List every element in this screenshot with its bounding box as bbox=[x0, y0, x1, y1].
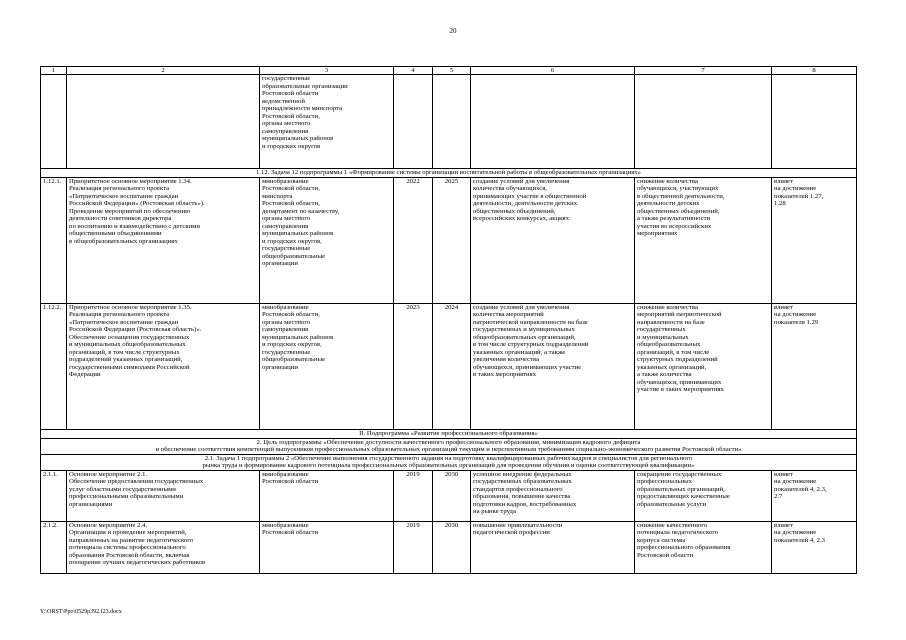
executor-cell: минобразование Ростовской области bbox=[260, 521, 394, 573]
measure-name: Основное мероприятие 2.1. Обеспечение предоставления государственных услуг областными государственными профессиональными образовательными организациями bbox=[67, 470, 260, 521]
start-year: 2022 bbox=[394, 177, 433, 303]
column-header: 2 bbox=[67, 67, 260, 75]
indicator-link: влияет на достижение показателей 1.27, 1.28 bbox=[772, 177, 857, 303]
column-header-row bbox=[41, 67, 857, 75]
non-implementation-consequences: снижение количества обучающихся, участвующих в общественной деятельности, деятельности детских общественных объединений, а также результативности участия во всероссийских мероприятиях bbox=[635, 177, 772, 303]
section-row bbox=[41, 454, 857, 470]
indicator-link: влияет на достижение показателя 1.29 bbox=[772, 303, 857, 429]
row-number: 1.12.1. bbox=[41, 177, 67, 303]
measure-name: Приоритетное основное мероприятие 1.35. Реализация регионального проекта «Патриотическое воспитание граждан Российской Федерации (Ростовская область)». Обеспечение оснащения государственных и муниципальных общеобразовательных организаций, в том числе структурных подразделений указанных организаций, государственными символами Российской Федерации bbox=[67, 303, 260, 429]
measure-name: Приоритетное основное мероприятие 1.34. Реализация регионального проекта «Патриотическое воспитание граждан Российской Федерации» (Ростовская область»). Проведение мероприятий по обеспечению деятельности советников директора по воспитанию и взаимодействию с детскими общественными объединениями в общеобразовательных организациях bbox=[67, 177, 260, 303]
indicator-link: влияет на достижение показателей 4, 2.3, 2.7 bbox=[772, 470, 857, 521]
expected-result: успешное внедрение федеральных государственных образовательных стандартов профессионального образования, повышение качества подготовки кадров, востребованных на рынке труда bbox=[471, 470, 635, 521]
column-header: 4 bbox=[394, 67, 433, 75]
end-year: 2025 bbox=[433, 177, 471, 303]
task-heading: 1.12. Задача 12 подпрограммы 1 «Формирование системы организации воспитательной работы в общеобразовательных организациях» bbox=[41, 169, 857, 178]
page-number: 20 bbox=[449, 27, 457, 35]
program-table bbox=[40, 66, 856, 574]
table-row bbox=[41, 303, 857, 429]
table-row bbox=[41, 470, 857, 521]
column-header: 3 bbox=[260, 67, 394, 75]
column-header: 6 bbox=[471, 67, 635, 75]
measure-name: Основное мероприятие 2.4. Организация и проведение мероприятий, направленных на развитие педагогического потенциала системы профессионального образования Ростовской области, включая поощрение лучших педагогических работников bbox=[67, 521, 260, 573]
non-implementation-consequences: сокращение государственных профессиональных образовательных организаций, предоставляющих качественные образовательные услуги bbox=[635, 470, 772, 521]
end-year: 2030 bbox=[433, 470, 471, 521]
end-year: 2030 bbox=[433, 521, 471, 573]
goal-heading: 2. Цель подпрограммы «Обеспечение доступности качественного профессионального образования, минимизация кадрового дефицита и обеспечение соответствия компетенций выпускников профессиональных образовательных организаций текущим и перспективным требованиям социально-экономического развития Ростовской области» bbox=[41, 438, 857, 454]
section-row bbox=[41, 429, 857, 438]
end-year: 2024 bbox=[433, 303, 471, 429]
table-row bbox=[41, 177, 857, 303]
executor-cell: минобразование Ростовской области bbox=[260, 470, 394, 521]
column-header: 8 bbox=[772, 67, 857, 75]
table-row bbox=[41, 75, 857, 169]
row-number: 1.12.2. bbox=[41, 303, 67, 429]
file-path-footer: Y:\ORST\Ppo\0529p392.f23.docx bbox=[40, 609, 122, 615]
table-row bbox=[41, 521, 857, 573]
indicator-link: влияет на достижение показателей 4, 2.3 bbox=[772, 521, 857, 573]
section-row bbox=[41, 169, 857, 178]
executor-cell: минобразование Ростовской области, минспорта Ростовской области, департамент по казачеству, органы местного самоуправления муниципальных районов и городских округов, государственные общеобразовательные организации bbox=[260, 177, 394, 303]
executor-cell: государственные образовательные организации Ростовской области ведомственной принадлежности минспорта Ростовской области, органы местного самоуправления муниципальных районов и городских округов bbox=[260, 75, 394, 169]
column-header: 7 bbox=[635, 67, 772, 75]
start-year: 2023 bbox=[394, 303, 433, 429]
row-number: 2.1.2. bbox=[41, 521, 67, 573]
subprogram-heading: II. Подпрограмма «Развитие профессионального образования» bbox=[41, 429, 857, 438]
non-implementation-consequences: снижение количества мероприятий патриотической направленности на базе государственных и муниципальных общеобразовательных организаций, в том числе структурных подразделений указанных организаций, а также количества обучающихся, принимающих участие в таких мероприятиях bbox=[635, 303, 772, 429]
executor-cell: минобразование Ростовской области, органы местного самоуправления муниципальных районов и городских округов, государственные общеобразовательные организации bbox=[260, 303, 394, 429]
section-row bbox=[41, 438, 857, 454]
column-header: 5 bbox=[433, 67, 471, 75]
expected-result: создание условий для увеличения количества мероприятий патриотической направленности на базе государственных и муниципальных общеобразовательных организаций, в том числе структурных подразделений указанных организаций, а также увеличения количества обучающихся, принимающих участие в таких мероприятиях bbox=[471, 303, 635, 429]
non-implementation-consequences: снижение качественного потенциала педагогического корпуса системы профессионального образования Ростовской области bbox=[635, 521, 772, 573]
expected-result: создание условий для увеличения количества обучающихся, принимающих участие в общественной деятельности, деятельности детских общественных объединений, всероссийских конкурсах, акциях bbox=[471, 177, 635, 303]
start-year: 2019 bbox=[394, 521, 433, 573]
task-heading: 2.1. Задача 1 подпрограммы 2 «Обеспечение выполнения государственного задания на подготовку квалифицированных рабочих кадров и специалистов для регионального рынка труда и формирование кадрового потенциала профессиональных образовательных организаций для проведения обучения и оценки соответствующей квалификации» bbox=[41, 454, 857, 470]
expected-result: повышение привлекательности педагогической профессии bbox=[471, 521, 635, 573]
start-year: 2019 bbox=[394, 470, 433, 521]
row-number: 2.1.1. bbox=[41, 470, 67, 521]
column-header: 1 bbox=[41, 67, 67, 75]
